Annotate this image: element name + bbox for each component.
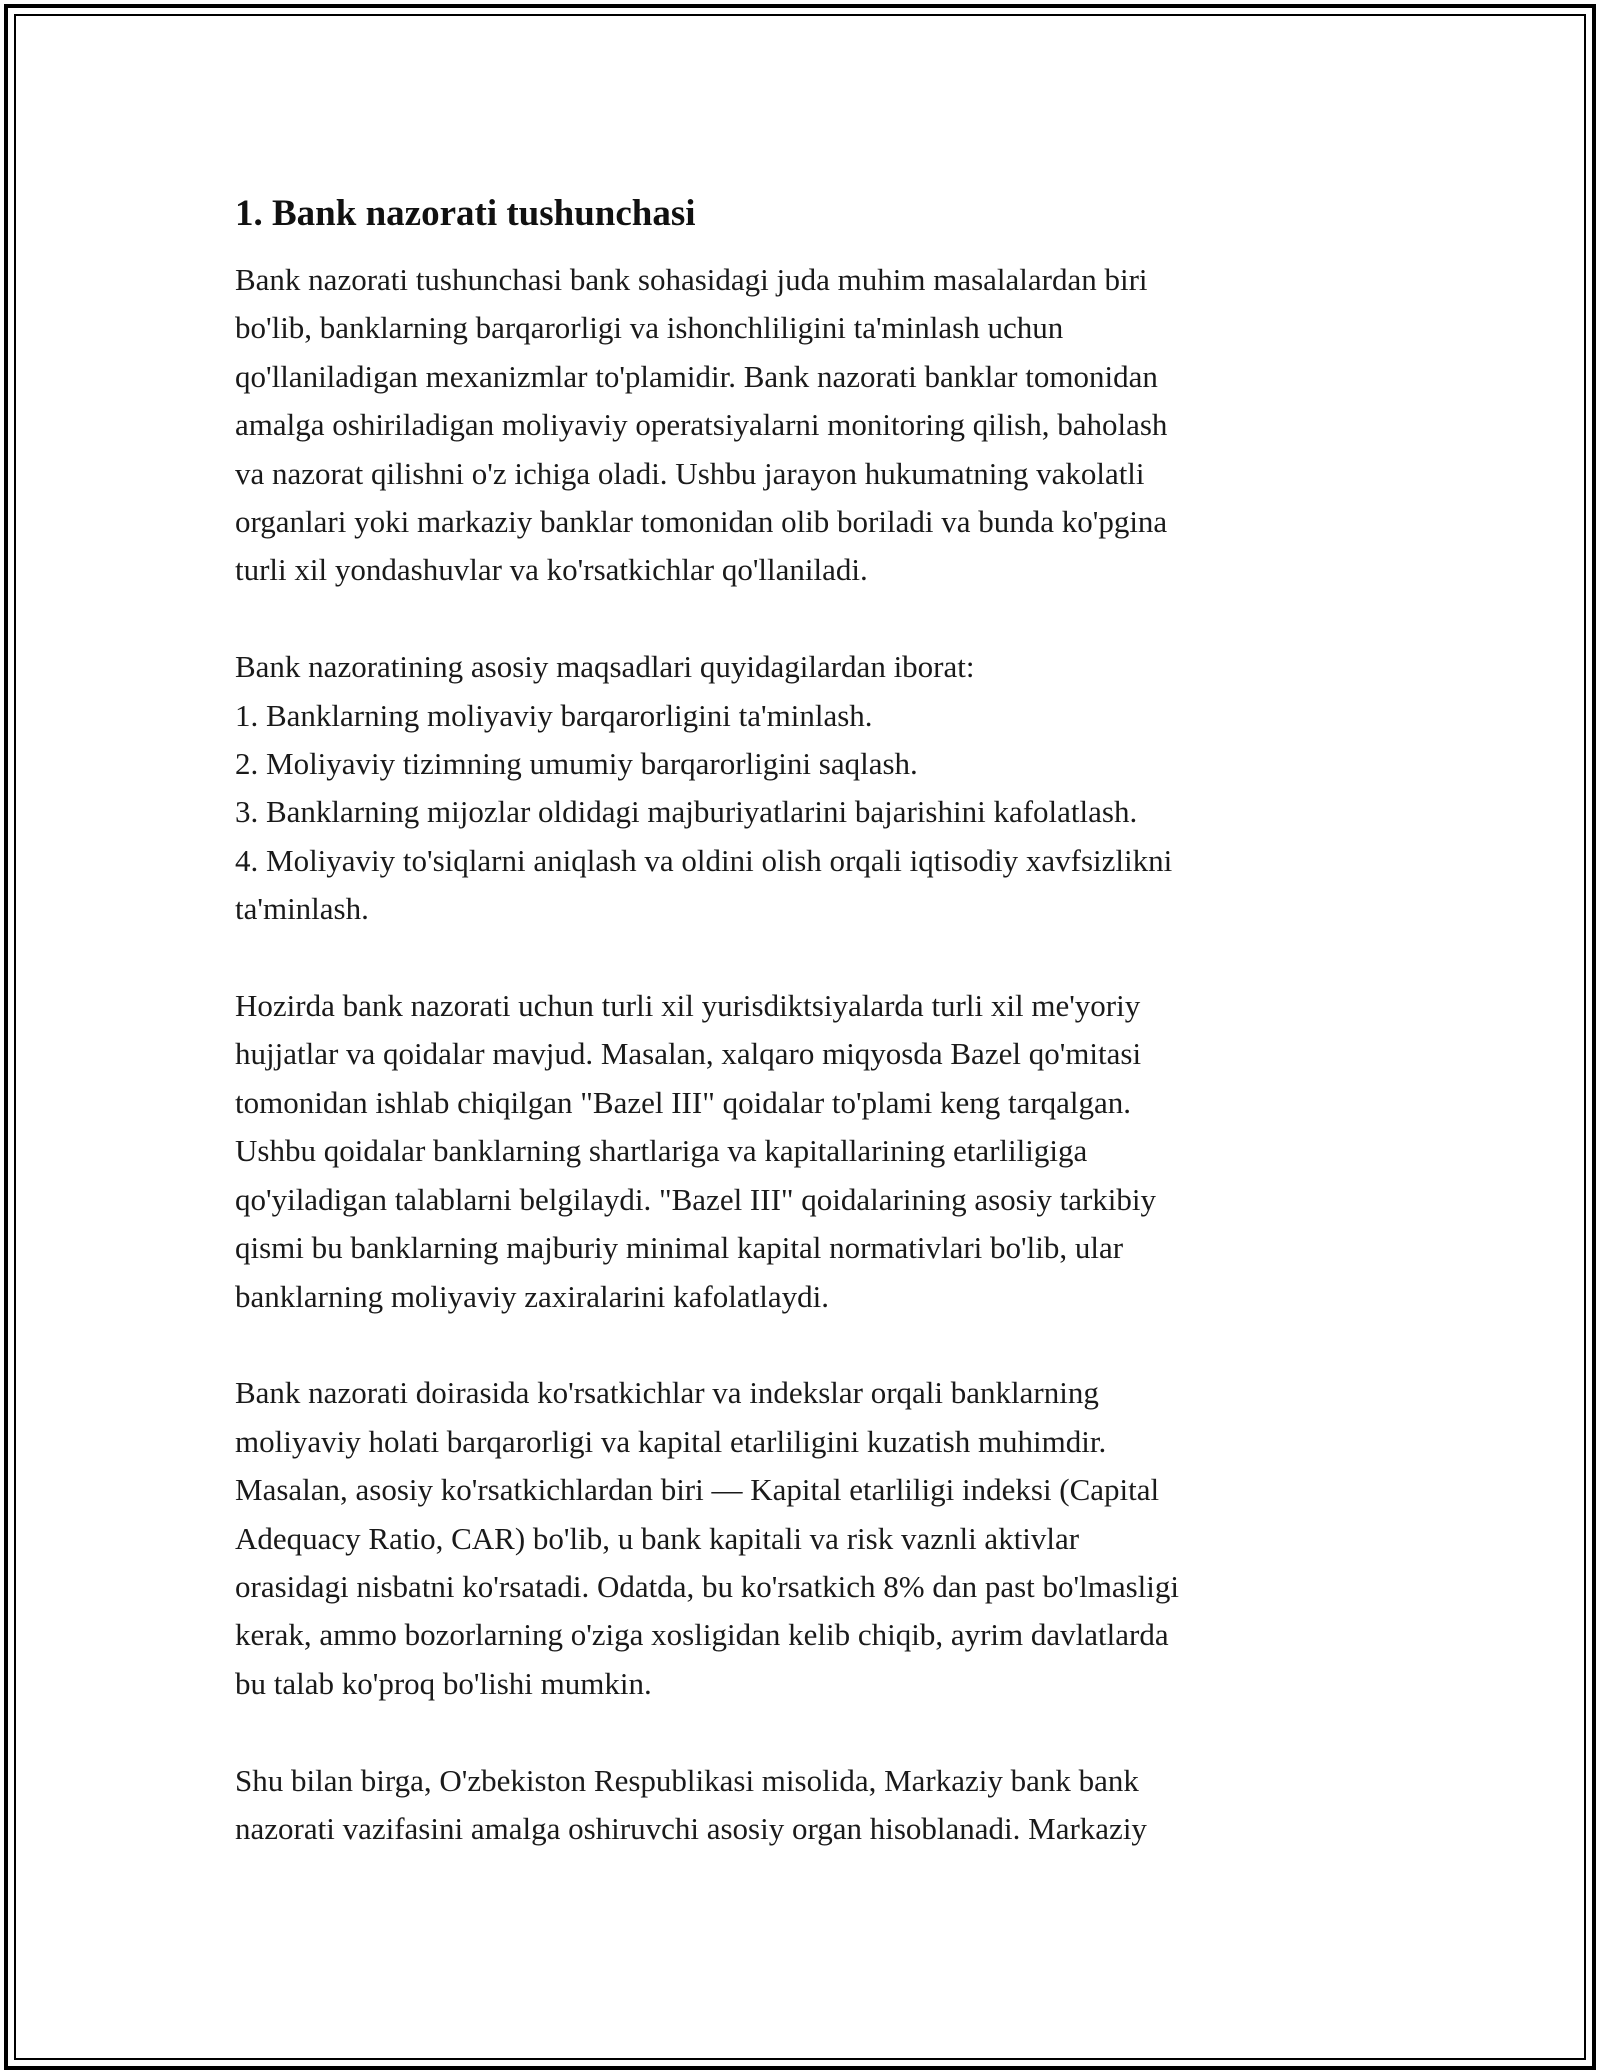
- text-line: Adequacy Ratio, CAR) bo'lib, u bank kapitali va risk vaznli aktivlar: [235, 1520, 1080, 1556]
- paragraph-spacer: [235, 1708, 1365, 1756]
- list-item: 1. Banklarning moliyaviy barqarorligini ta'minlash.: [235, 697, 873, 733]
- text-line: amalga oshiriladigan moliyaviy operatsiyalarni monitoring qilish, baholash: [235, 407, 1168, 443]
- paragraph-regulations: [235, 982, 1365, 1321]
- text-line: Bank nazorati tushunchasi bank sohasidagi juda muhim masalalardan biri: [235, 262, 1148, 297]
- section-heading: 1. Bank nazorati tushunchasi: [235, 193, 696, 234]
- document-body: [235, 188, 1365, 1853]
- list-item: 2. Moliyaviy tizimning umumiy barqarorligini saqlash.: [235, 746, 918, 782]
- list-item: 3. Banklarning mijozlar oldidagi majburiyatlarini bajarishini kafolatlash.: [235, 794, 1138, 830]
- text-line: Bank nazorati doirasida ko'rsatkichlar va indekslar orqali banklarning: [235, 1375, 1099, 1411]
- text-line: bu talab ko'proq bo'lishi mumkin.: [235, 1665, 652, 1701]
- text-line: qo'yiladigan talablarni belgilaydi. "Bazel III" qoidalarining asosiy tarkibiy: [235, 1181, 1157, 1217]
- paragraph-uzbekistan: [235, 1757, 1365, 1854]
- text-line: tomonidan ishlab chiqilgan "Bazel III" qoidalar to'plami keng tarqalgan.: [235, 1084, 1132, 1120]
- text-line: organlari yoki markaziy banklar tomonidan olib boriladi va bunda ko'pgina: [235, 504, 1168, 540]
- paragraph-spacer: [235, 934, 1365, 982]
- paragraph-goals: [235, 643, 1365, 933]
- text-line: Bank nazoratining asosiy maqsadlari quyidagilardan iborat:: [235, 649, 975, 685]
- paragraph-definition: [235, 256, 1365, 595]
- text-line: Hozirda bank nazorati uchun turli xil yurisdiktsiyalarda turli xil me'yoriy: [235, 988, 1141, 1024]
- text-line: kerak, ammo bozorlarning o'ziga xosligidan kelib chiqib, ayrim davlatlarda: [235, 1617, 1169, 1653]
- text-line: turli xil yondashuvlar va ko'rsatkichlar qo'llaniladi.: [235, 552, 868, 588]
- text-line: Masalan, asosiy ko'rsatkichlardan biri — Kapital etarliligi indeksi (Capital: [235, 1472, 1160, 1508]
- text-line: nazorati vazifasini amalga oshiruvchi asosiy organ hisoblanadi. Markaziy: [235, 1810, 1147, 1846]
- list-item-continuation: ta'minlash.: [235, 891, 369, 927]
- text-line: orasidagi nisbatni ko'rsatadi. Odatda, bu ko'rsatkich 8% dan past bo'lmasligi: [235, 1568, 1179, 1604]
- paragraph-spacer: [235, 595, 1365, 643]
- text-line: hujjatlar va qoidalar mavjud. Masalan, xalqaro miqyosda Bazel qo'mitasi: [235, 1036, 1142, 1072]
- paragraph-spacer: [235, 1321, 1365, 1369]
- text-line: moliyaviy holati barqarorligi va kapital etarliligini kuzatish muhimdir.: [235, 1423, 1107, 1459]
- text-line: banklarning moliyaviy zaxiralarini kafolatlaydi.: [235, 1278, 829, 1314]
- text-line: va nazorat qilishni o'z ichiga oladi. Ushbu jarayon hukumatning vakolatli: [235, 455, 1145, 491]
- text-line: qo'llaniladigan mexanizmlar to'plamidir. Bank nazorati banklar tomonidan: [235, 358, 1158, 394]
- text-line: bo'lib, banklarning barqarorligi va ishonchliligini ta'minlash uchun: [235, 310, 1064, 346]
- list-item: 4. Moliyaviy to'siqlarni aniqlash va oldini olish orqali iqtisodiy xavfsizlikni: [235, 842, 1173, 878]
- text-line: Ushbu qoidalar banklarning shartlariga va kapitallarining etarliligiga: [235, 1133, 1088, 1169]
- text-line: Shu bilan birga, O'zbekiston Respublikasi misolida, Markaziy bank bank: [235, 1762, 1139, 1798]
- paragraph-indicators: [235, 1369, 1365, 1708]
- text-line: qismi bu banklarning majburiy minimal kapital normativlari bo'lib, ular: [235, 1230, 1124, 1266]
